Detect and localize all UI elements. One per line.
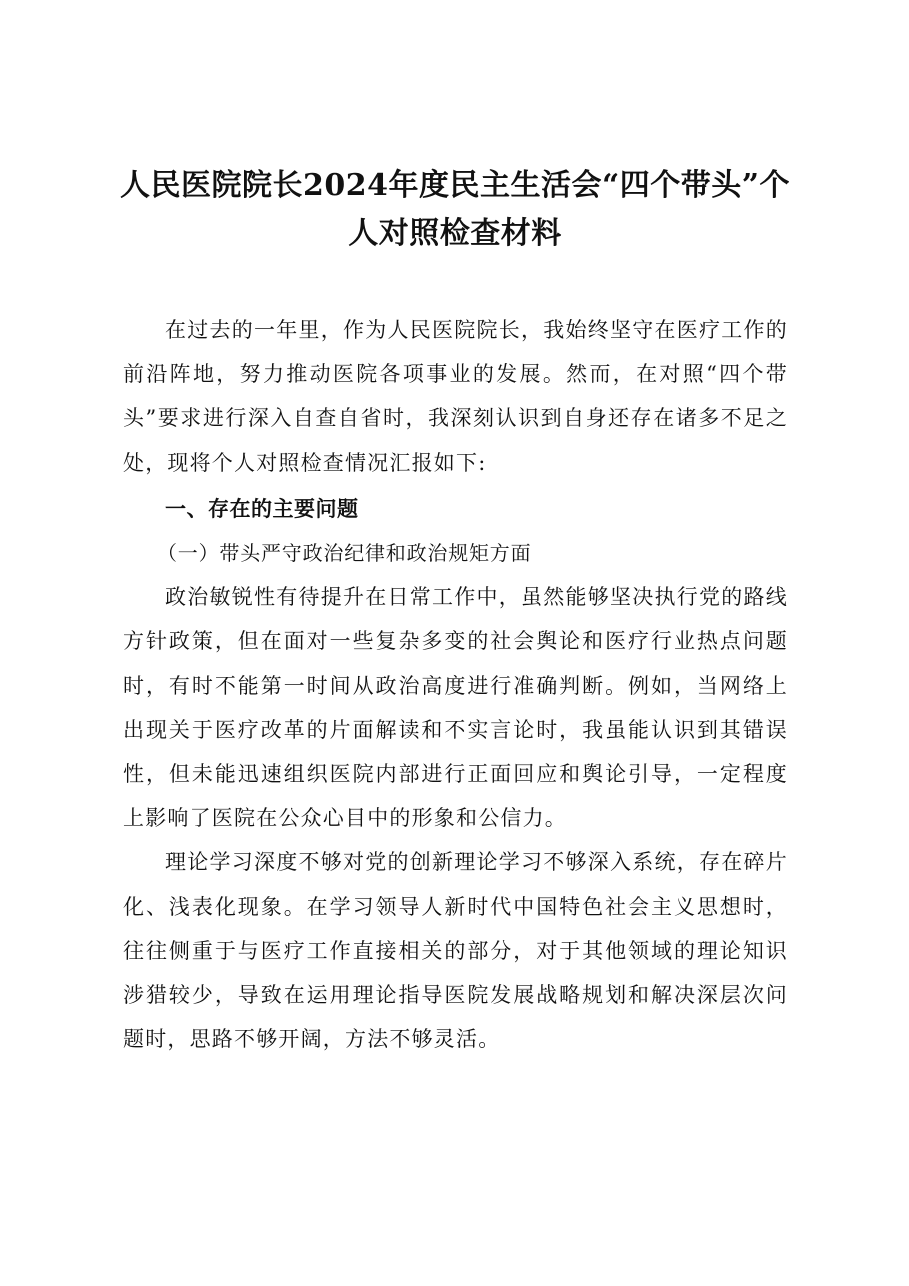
section-heading: 一、存在的主要问题	[165, 496, 359, 521]
intro-paragraph: 在过去的一年里，作为人民医院院长，我始终坚守在医疗工作的前沿阵地，努力推动医院各项事业的发展。然而，在对照“四个带头”要求进行深入自查自省时，我深刻认识到自身还存在诸多不足之处，现将个人对照检查情况汇报如下:	[123, 318, 788, 475]
document-body	[123, 308, 788, 1061]
body-paragraph-theory: 理论学习深度不够对党的创新理论学习不够深入系统，存在碎片化、浅表化现象。在学习领导人新时代中国特色社会主义思想时，往往侧重于与医疗工作直接相关的部分，对于其他领域的理论知识涉猎较少，导致在运用理论指导医院发展战略规划和解决深层次问题时，思路不够开阔，方法不够灵活。	[123, 850, 788, 1052]
document-title: 人民医院院长2024年度民主生活会“四个带头”个人对照检查材料	[120, 168, 791, 251]
body-paragraph-political: 政治敏锐性有待提升在日常工作中，虽然能够坚决执行党的路线方针政策，但在面对一些复杂多变的社会舆论和医疗行业热点问题时，有时不能第一时间从政治高度进行准确判断。例如，当网络上出现关于医疗改革的片面解读和不实言论时，我虽能认识到其错误性，但未能迅速组织医院内部进行正面回应和舆论引导，一定程度上影响了医院在公众心目中的形象和公信力。	[123, 585, 788, 831]
subsection-heading: （一）带头严守政治纪律和政治规矩方面	[157, 541, 532, 566]
